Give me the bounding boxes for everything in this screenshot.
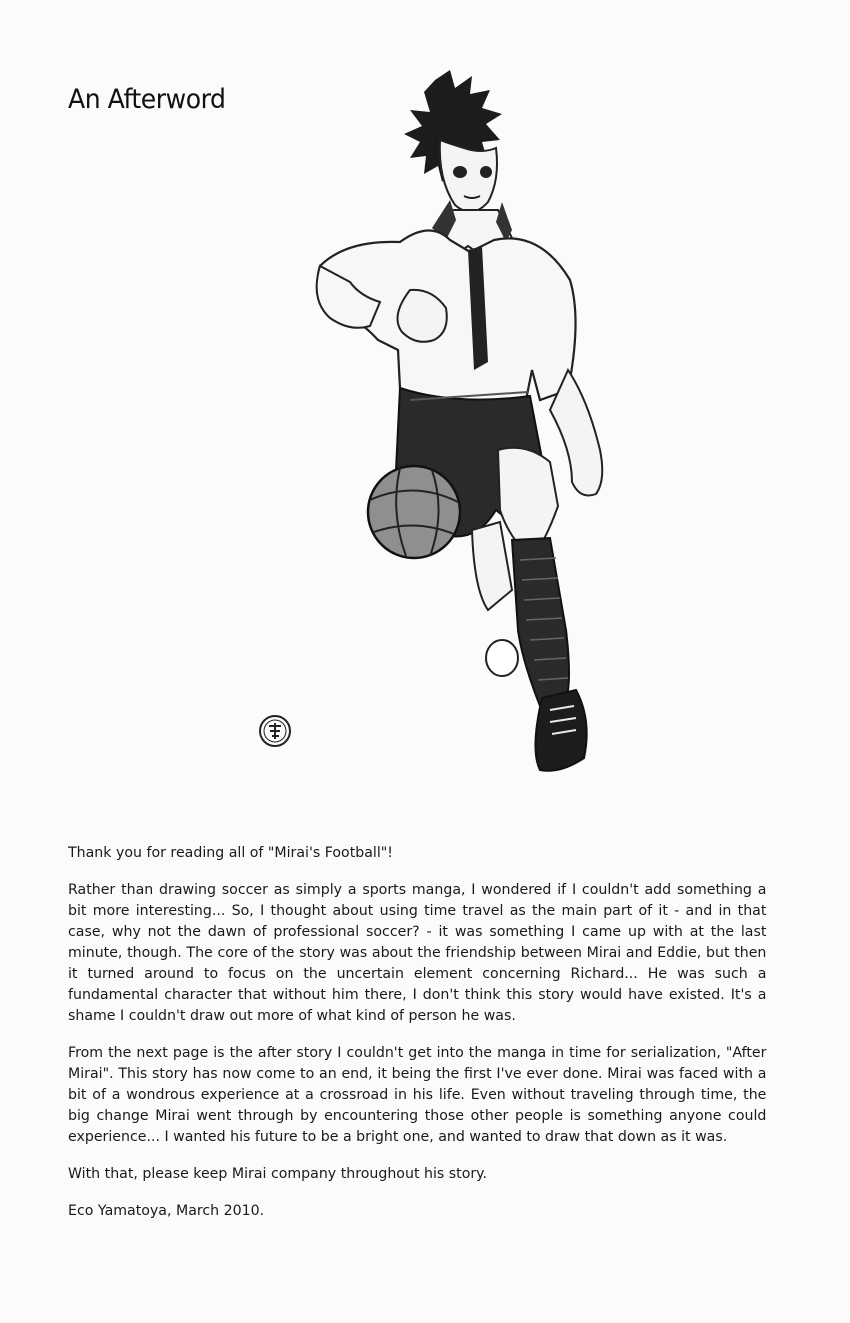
page-title: An Afterword	[68, 84, 226, 115]
afterword-paragraph: With that, please keep Mirai company throughout his story.	[68, 1165, 488, 1182]
afterword-paragraph: Rather than drawing soccer as simply a sports manga, I wondered if I couldn't add something a bit more interesting... So, I thought about using time travel as the main part of it - and in that case, why not the dawn of professional soccer? - it was something I came up with at the last minute, though. The core of the story was about the friendship between Mirai and Eddie, but then it turned around to focus on the uncertain element concerning Richard... He was such a fundamental character that without him there, I don't think this story would have existed. It's a shame I couldn't draw out more of what kind of person he was.	[68, 881, 767, 1024]
soccer-player-illustration	[250, 70, 610, 790]
afterword-paragraph: Thank you for reading all of "Mirai's Football"!	[68, 844, 393, 861]
afterword-body	[68, 842, 766, 1237]
artist-seal-icon	[258, 714, 292, 748]
afterword-signature: Eco Yamatoya, March 2010.	[68, 1202, 265, 1219]
afterword-paragraph: From the next page is the after story I couldn't get into the manga in time for serialization, "After Mirai". This story has now come to an end, it being the first I've ever done. Mirai was faced with a bit of a wondrous experience at a crossroad in his life. Even without traveling through time, the big change Mirai went through by encountering those other people is something anyone could experience... I wanted his future to be a bright one, and wanted to draw that down as it was.	[68, 1044, 767, 1145]
